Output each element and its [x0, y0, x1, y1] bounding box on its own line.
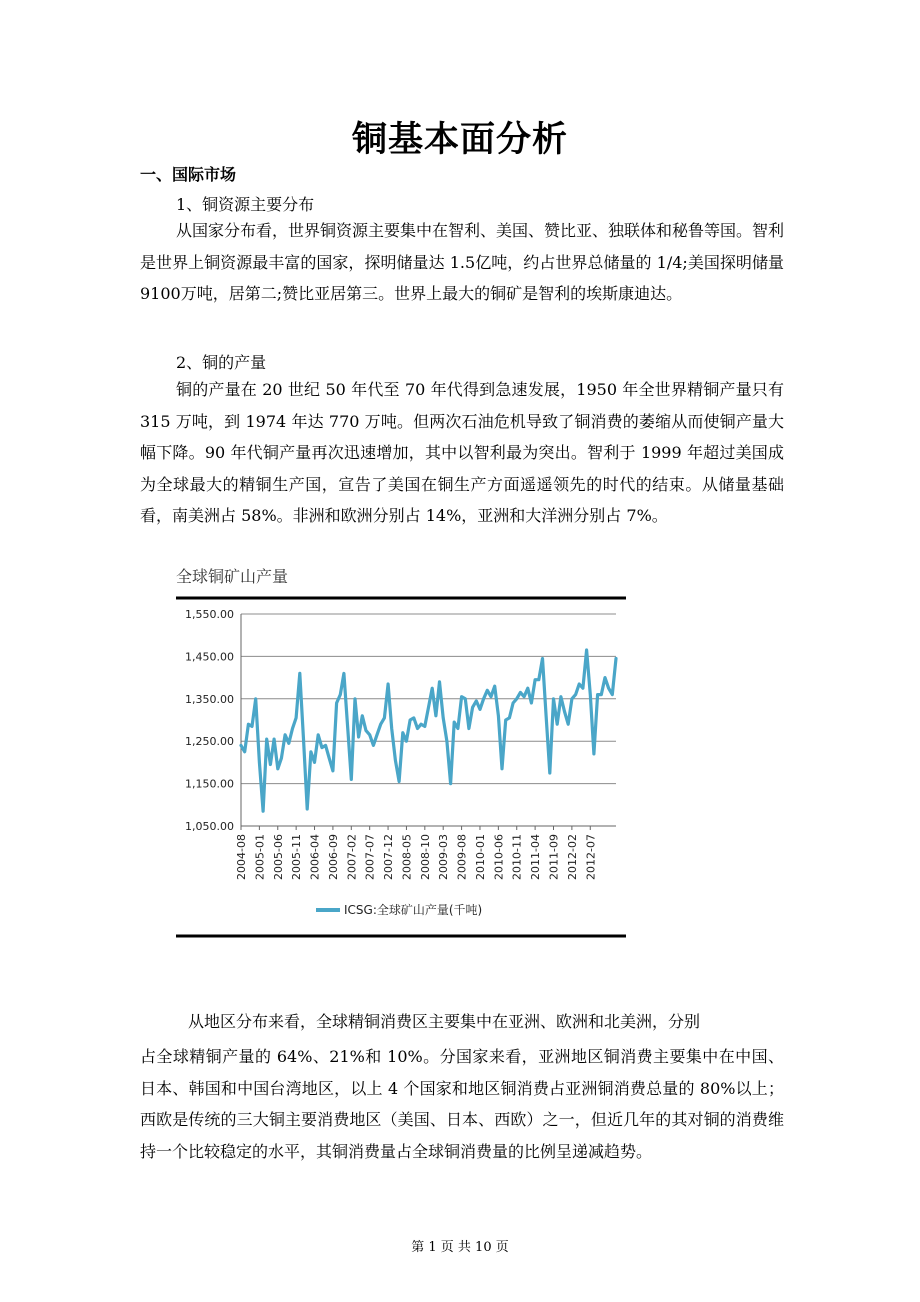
x-tick-label: 2007-07: [363, 834, 377, 880]
x-tick-label: 2011-09: [547, 834, 561, 880]
x-tick-label: 2010-01: [473, 834, 487, 880]
x-tick-label: 2008-05: [400, 834, 414, 880]
mine-output-chart: [176, 596, 626, 938]
paragraph-consumption-line1: 从地区分布来看，全球精铜消费区主要集中在亚洲、欧洲和北美洲，分别: [188, 1012, 701, 1031]
x-tick-label: 2005-11: [290, 834, 304, 880]
x-tick-label: 2006-04: [308, 834, 322, 880]
x-tick-label: 2011-04: [529, 834, 543, 880]
y-tick-label: 1,350.00: [185, 692, 234, 706]
y-tick-label: 1,150.00: [185, 777, 234, 791]
legend-label: ICSG:全球矿山产量(千吨): [344, 903, 483, 917]
document-title: 铜基本面分析: [351, 120, 568, 160]
x-tick-label: 2007-02: [345, 834, 359, 880]
chart-caption: 全球铜矿山产量: [176, 567, 289, 586]
x-tick-label: 2009-03: [437, 834, 451, 880]
series-line: [241, 650, 616, 811]
x-tick-label: 2010-06: [492, 834, 506, 880]
paragraph-copper-distribution: [140, 215, 784, 310]
x-tick-label: 2006-09: [326, 834, 340, 880]
x-tick-label: 2007-12: [382, 834, 396, 880]
x-tick-label: 2005-06: [271, 834, 285, 880]
paragraph-consumption: 占全球精铜产量的 64%、21%和 10%。分国家来看，亚洲地区铜消费主要集中在中国、日本、韩国和中国台湾地区，以上 4 个国家和地区铜消费占亚洲铜消费总量的 80%以上；西欧是传统的三大铜主要消费地区（美国、日本、西欧）之一，但近几年的其对铜的消费维持一个比较稳定的水平，其铜消费量占全球铜消费量的比例呈递减趋势。: [140, 1047, 784, 1161]
subsection-heading: 2、铜的产量: [176, 353, 267, 372]
y-tick-label: 1,050.00: [185, 820, 234, 833]
page-footer: 第 1 页 共 10 页: [411, 1240, 509, 1255]
y-tick-label: 1,550.00: [185, 608, 234, 621]
subsection-heading: 1、铜资源主要分布: [176, 195, 315, 214]
section-heading: 一、国际市场: [140, 165, 237, 184]
y-tick-label: 1,450.00: [185, 650, 234, 664]
paragraph-emphasis: 世界上最大的铜矿是智利的埃斯康迪达。: [394, 284, 683, 303]
paragraph-copper-output: 铜的产量在 20 世纪 50 年代至 70 年代得到急速发展，1950 年全世界精铜产量只有 315 万吨，到 1974 年达 770 万吨。但两次石油危机导致了铜消费的萎缩从而使铜产量大幅下降。90 年代铜产量再次迅速增加，其中以智利最为突出。智利于 1999 年超过美国成为全球最大的精铜生产国，宣告了美国在铜生产方面遥遥领先的时代的结束。从储量基础看，南美洲占 58%。非洲和欧洲分别占 14%，亚洲和大洋洲分别占 7%。: [140, 380, 784, 525]
paragraph-text: 从国家分布看，世界铜资源主要集中在智利、美国、赞比亚、独联体和秘鲁等国。智利是世界上铜资源最丰富的国家，探明储量达 1.5亿吨，约占世界总储量的 1/4;美国探明储量 9100万吨，居第二;赞比亚居第三。: [140, 221, 785, 303]
y-tick-label: 1,250.00: [185, 735, 234, 749]
x-tick-label: 2012-02: [565, 834, 579, 880]
x-tick-label: 2012-07: [584, 834, 598, 880]
x-tick-label: 2009-08: [455, 834, 469, 880]
x-tick-label: 2010-11: [510, 834, 524, 880]
x-tick-label: 2005-01: [253, 834, 267, 880]
x-tick-label: 2004-08: [235, 834, 248, 880]
line-chart: [176, 596, 626, 938]
x-tick-label: 2008-10: [418, 834, 432, 880]
